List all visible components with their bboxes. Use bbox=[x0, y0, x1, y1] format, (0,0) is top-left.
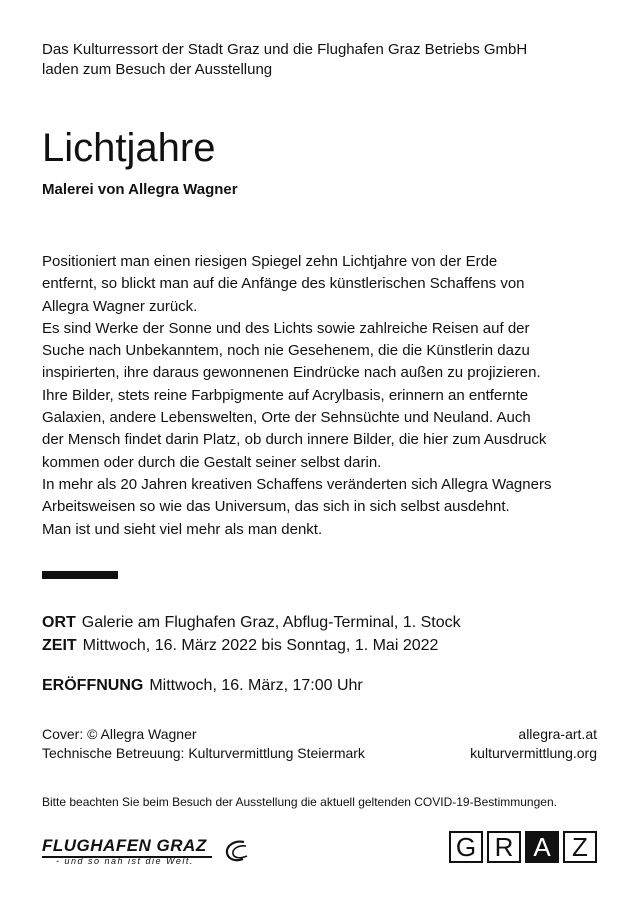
flughafen-graz-logo bbox=[42, 836, 257, 872]
credits bbox=[42, 725, 365, 763]
flughafen-logo-name: FLUGHAFEN GRAZ bbox=[42, 836, 207, 855]
invitation-intro bbox=[42, 40, 527, 80]
description-line: Suche nach Unbekanntem, noch nie Gesehenem, die die Künstlerin dazu bbox=[42, 342, 530, 360]
description-line: Galaxien, andere Lebenswelten, Orte der Sehnsüchte und Neuland. Auch bbox=[42, 409, 531, 427]
exhibition-subtitle: Malerei von Allegra Wagner bbox=[42, 181, 238, 198]
description-line: der Mensch findet darin Platz, ob durch innere Bilder, die hier zum Ausdruck bbox=[42, 431, 547, 449]
description-line: Positioniert man einen riesigen Spiegel zehn Lichtjahre von der Erde bbox=[42, 253, 498, 270]
flughafen-logo-tagline: - und so nah ist die Welt. bbox=[56, 856, 194, 866]
graz-logo-letter: R bbox=[487, 831, 521, 863]
intro-line: laden zum Besuch der Ausstellung bbox=[42, 61, 273, 78]
description-line: entfernt, so blickt man auf die Anfänge des künstlerischen Schaffens von bbox=[42, 275, 525, 293]
stadt-graz-logo bbox=[449, 831, 601, 863]
exhibition-title: Lichtjahre bbox=[42, 126, 216, 170]
location-value: Galerie am Flughafen Graz, Abflug-Terminal, 1. Stock bbox=[81, 614, 461, 631]
description-line: Allegra Wagner zurück. bbox=[42, 297, 198, 315]
graz-logo-letter: Z bbox=[563, 831, 597, 863]
cover-credit: Cover: © Allegra Wagner bbox=[42, 726, 197, 742]
location-label: ORT bbox=[42, 614, 76, 631]
intro-line: Das Kulturressort der Stadt Graz und die Flughafen Graz Betriebs GmbH bbox=[42, 41, 528, 58]
divider-bar bbox=[42, 571, 118, 579]
description-line: Es sind Werke der Sonne und des Lichts sowie zahlreiche Reisen auf der bbox=[42, 319, 530, 337]
graz-logo-letter: A bbox=[525, 831, 559, 863]
technical-credit: Technische Betreuung: Kulturvermittlung Steiermark bbox=[42, 745, 365, 761]
description-line: Ihre Bilder, stets reine Farbpigmente auf Acrylbasis, erinnern an entfernte bbox=[42, 386, 529, 404]
description-line: kommen oder durch die Gestalt seiner selbst darin. bbox=[42, 453, 382, 471]
exhibition-description bbox=[42, 251, 602, 541]
graz-logo-letter: G bbox=[449, 831, 483, 863]
description-line: In mehr als 20 Jahren kreativen Schaffens veränderten sich Allegra Wagners bbox=[42, 475, 552, 493]
opening-value: Mittwoch, 16. März, 17:00 Uhr bbox=[149, 677, 363, 694]
info-time bbox=[42, 635, 438, 657]
info-location bbox=[42, 612, 461, 634]
web-links bbox=[470, 725, 597, 763]
covid-note: Bitte beachten Sie beim Besuch der Ausstellung die aktuell geltenden COVID-19-Bestimmungen. bbox=[42, 795, 557, 809]
info-opening bbox=[42, 675, 363, 697]
description-line: inspirierten, ihre daraus gewonnenen Eindrücke nach außen zu projizieren. bbox=[42, 364, 541, 382]
description-line: Arbeitsweisen so wie das Universum, das sich in sich selbst ausdehnt. bbox=[42, 498, 510, 516]
swoosh-icon bbox=[222, 836, 252, 866]
description-line: Man ist und sieht viel mehr als man denkt. bbox=[42, 520, 323, 538]
artist-website-link[interactable]: allegra-art.at bbox=[518, 726, 597, 742]
time-label: ZEIT bbox=[42, 637, 77, 654]
kulturvermittlung-website-link[interactable]: kulturvermittlung.org bbox=[470, 745, 597, 761]
opening-label: ERÖFFNUNG bbox=[42, 677, 144, 694]
time-value: Mittwoch, 16. März 2022 bis Sonntag, 1. Mai 2022 bbox=[82, 637, 439, 654]
